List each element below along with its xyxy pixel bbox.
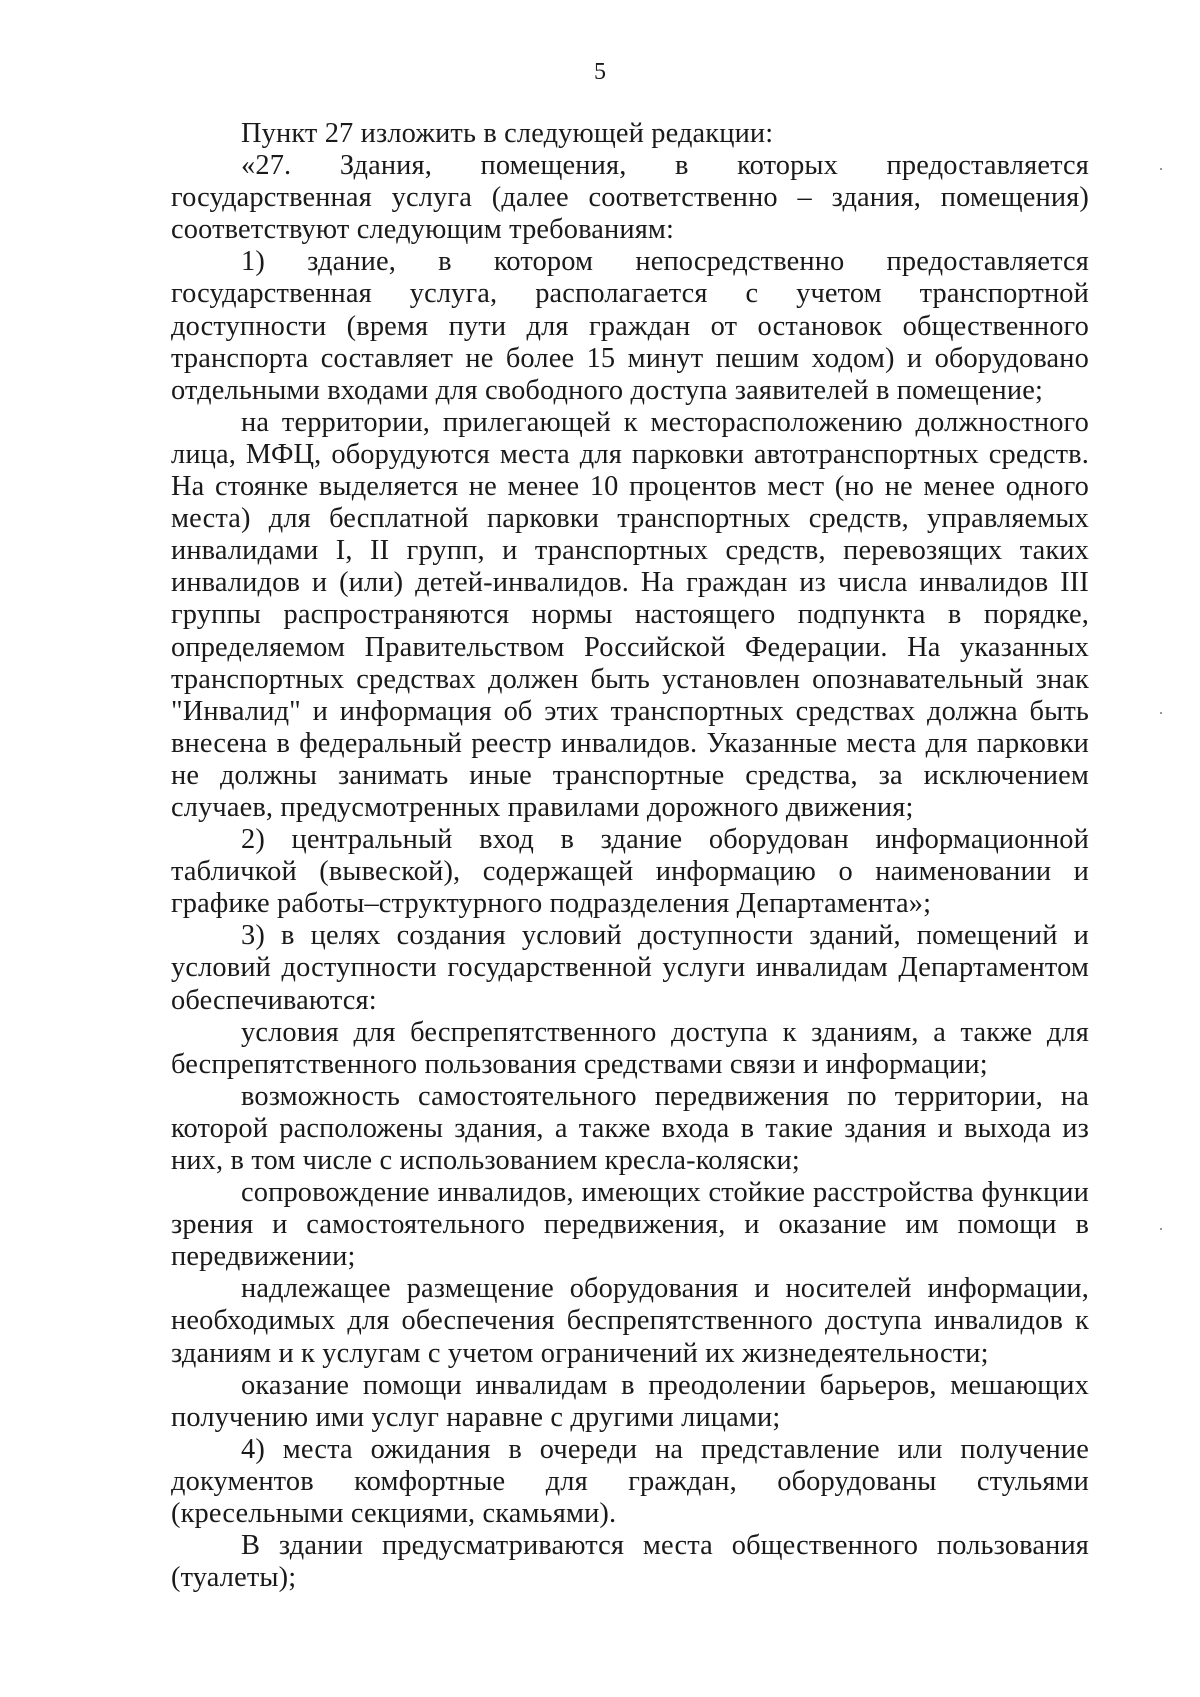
paragraph-parking: на территории, прилегающей к месторасположению должностного лица, МФЦ, оборудуются места для парковки автотранспортных средств. На стоянке выделяется не менее 10 процентов мест (но не менее одного места) для бесплатной парковки транспортных средств, управляемых инвалидами I, II групп, и транспортных средств, перевозящих таких инвалидов и (или) детей-инвалидов. На граждан из числа инвалидов III группы распространяются нормы настоящего подпункта в порядке, определяемом Правительством Российской Федерации. На указанных транспортных средствах должен быть установлен опознавательный знак "Инвалид" и информация об этих транспортных средствах должна быть внесена в федеральный реестр инвалидов. Указанные места для парковки не должны занимать иные транспортные средства, за исключением случаев, предусмотренных правилами дорожного движения; <box>171 406 1089 823</box>
paragraph-barriers: оказание помощи инвалидам в преодолении барьеров, мешающих получению ими услуг наравне с другими лицами; <box>171 1369 1089 1433</box>
paragraph-equipment: надлежащее размещение оборудования и носителей информации, необходимых для обеспечения беспрепятственного доступа инвалидов к зданиям и к услугам с учетом ограничений их жизнедеятельности; <box>171 1273 1089 1369</box>
page-number: 5 <box>594 59 606 85</box>
scan-artifact-mark <box>1160 1228 1162 1230</box>
paragraph-subitem-2: 2) центральный вход в здание оборудован информационной табличкой (вывеской), содержащей информацию о наименовании и графике работы–структурного подразделения Департамента»; <box>171 824 1089 920</box>
paragraph-escort: сопровождение инвалидов, имеющих стойкие расстройства функции зрения и самостоятельного передвижения, и оказание им помощи в передвижении; <box>171 1177 1089 1273</box>
paragraph-intro: Пункт 27 изложить в следующей редакции: <box>241 118 774 149</box>
scan-artifact-mark <box>1160 168 1162 170</box>
paragraph-movement: возможность самостоятельного передвижения по территории, на которой расположены здания, а также входа в такие здания и выхода из них, в том числе с использованием кресла-коляски; <box>171 1080 1089 1176</box>
paragraph-toilets: В здании предусматриваются места общественного пользования (туалеты); <box>171 1530 1089 1594</box>
paragraph-access-conditions: условия для беспрепятственного доступа к зданиям, а также для беспрепятственного пользования средствами связи и информации; <box>171 1016 1089 1080</box>
paragraph-subitem-4: 4) места ожидания в очереди на представление или получение документов комфортные для граждан, оборудованы стульями (кресельными секциями, скамьями). <box>171 1433 1089 1530</box>
document-body <box>171 118 1089 1594</box>
paragraph-subitem-3: 3) в целях создания условий доступности зданий, помещений и условий доступности государственной услуги инвалидам Департаментом обеспечиваются: <box>171 920 1089 1016</box>
scan-artifact-mark <box>1160 712 1162 714</box>
paragraph-item-27: «27. Здания, помещения, в которых предоставляется государственная услуга (далее соответственно – здания, помещения) соответствуют следующим требованиям: <box>171 150 1089 246</box>
paragraph-subitem-1: 1) здание, в котором непосредственно предоставляется государственная услуга, располагается с учетом транспортной доступности (время пути для граждан от остановок общественного транспорта составляет не более 15 минут пешим ходом) и оборудовано отдельными входами для свободного доступа заявителей в помещение; <box>171 246 1089 406</box>
